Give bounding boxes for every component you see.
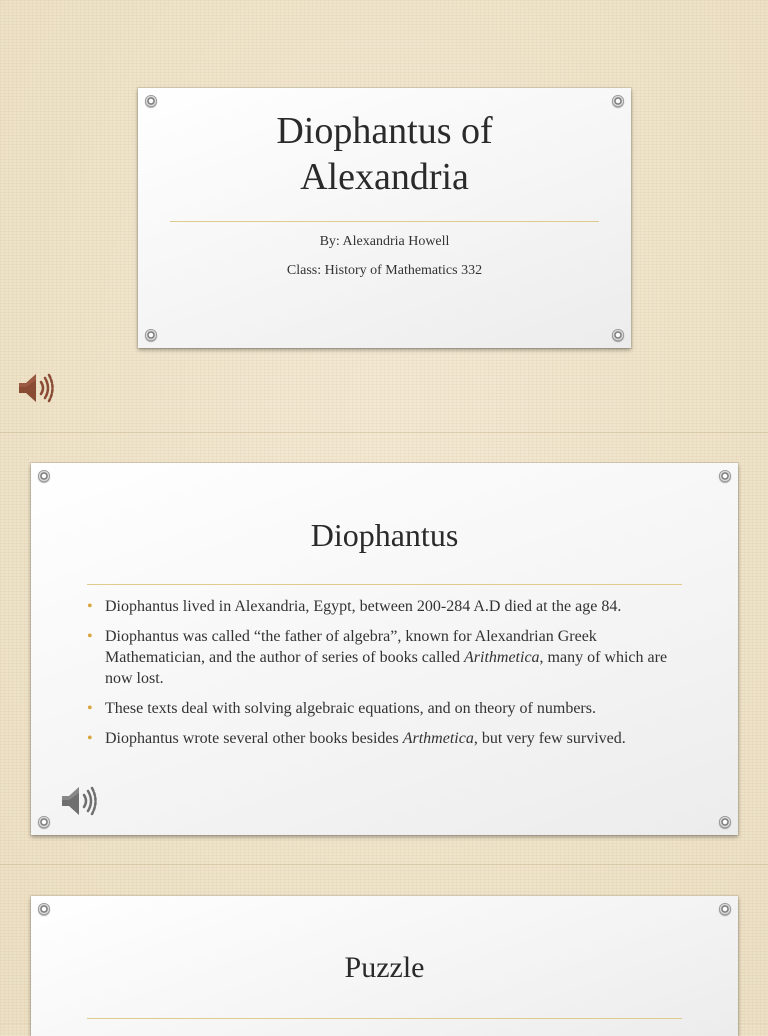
bullet-item (105, 728, 685, 749)
grommet-icon (719, 816, 731, 828)
speaker-icon[interactable] (59, 781, 99, 821)
slide-separator (0, 864, 768, 865)
grommet-icon (612, 95, 624, 107)
bullet-item (105, 596, 685, 617)
bullet-text: These texts deal with solving algebraic equations, and on theory of numbers. (105, 700, 596, 717)
grommet-icon (38, 470, 50, 482)
bullet-text: , but very few survived. (473, 730, 626, 747)
presentation-title (138, 108, 631, 200)
content-card (31, 463, 738, 835)
speaker-icon[interactable] (16, 368, 56, 408)
book-title: Arithmetica (464, 649, 540, 666)
slide-1 (0, 0, 768, 432)
divider (170, 221, 599, 222)
grommet-icon (145, 95, 157, 107)
bullet-text: , many of which are now lost. (105, 649, 668, 687)
grommet-icon (719, 470, 731, 482)
bullet-text: Diophantus was called “the father of algebra”, known for Alexandrian Greek Mathematician, and the author of series of books called (105, 628, 597, 666)
divider (87, 584, 682, 585)
puzzle-card (31, 896, 738, 1036)
divider (87, 1018, 682, 1019)
title-line-1: Diophantus of (276, 110, 493, 152)
bullet-text: Diophantus wrote several other books besides (105, 730, 403, 747)
grommet-icon (38, 816, 50, 828)
bullet-item (105, 698, 685, 719)
title-line-2: Alexandria (300, 156, 469, 198)
book-title: Arthmetica (402, 730, 474, 747)
class-line: Class: History of Mathematics 332 (286, 263, 483, 278)
bullet-item (105, 626, 685, 689)
bullet-list (105, 596, 685, 758)
grommet-icon (719, 903, 731, 915)
slide-heading: Puzzle (344, 951, 425, 984)
grommet-icon (38, 903, 50, 915)
title-card (138, 88, 631, 348)
bullet-text: Diophantus lived in Alexandria, Egypt, between 200-284 A.D died at the age 84. (105, 598, 622, 615)
slide-heading: Diophantus (310, 517, 459, 553)
grommet-icon (612, 329, 624, 341)
author-line: By: Alexandria Howell (319, 234, 450, 249)
grommet-icon (145, 329, 157, 341)
